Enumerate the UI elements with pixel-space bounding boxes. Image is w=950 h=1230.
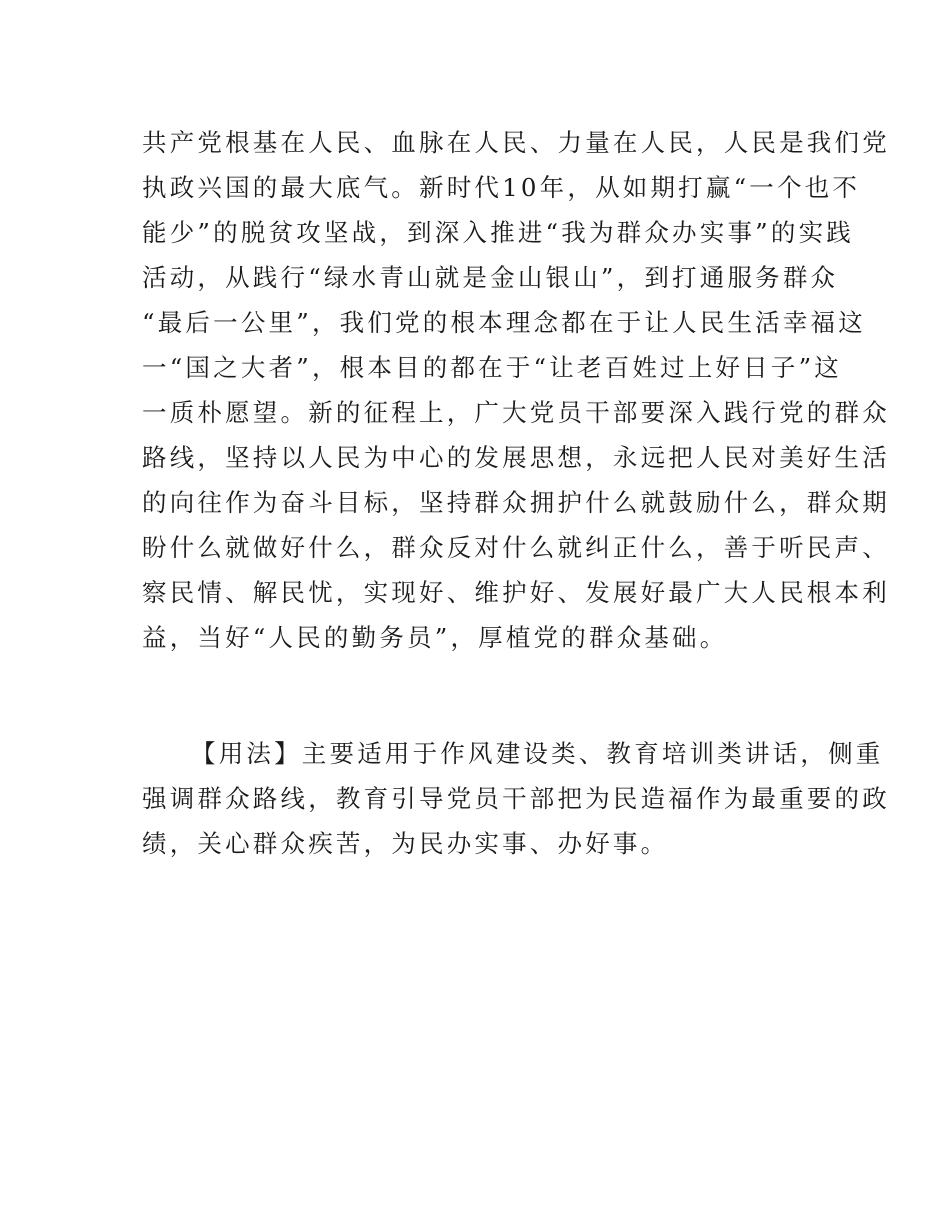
- paragraph-line: 一质朴愿望。新的征程上，广大党员干部要深入践行党的群众: [142, 398, 890, 427]
- paragraph-line: 能少”的脱贫攻坚战，到深入推进“我为群众办实事”的实践: [142, 218, 854, 247]
- body-paragraph: [142, 120, 890, 660]
- usage-paragraph: [142, 731, 890, 866]
- paragraph-line: 执政兴国的最大底气。新时代10年，从如期打赢“一个也不: [142, 173, 861, 202]
- paragraph-line: 察民情、解民忧，实现好、维护好、发展好最广大人民根本利: [142, 578, 890, 607]
- paragraph-line: 一“国之大者”，根本目的都在于“让老百姓过上好日子”这: [142, 353, 842, 382]
- paragraph-line: 的向往作为奋斗目标，坚持群众拥护什么就鼓励什么，群众期: [142, 488, 890, 517]
- paragraph-line: 盼什么就做好什么，群众反对什么就纠正什么，善于听民声、: [142, 533, 890, 562]
- paragraph-line: 共产党根基在人民、血脉在人民、力量在人民，人民是我们党: [142, 128, 890, 157]
- paragraph-line: 活动，从践行“绿水青山就是金山银山”，到打通服务群众: [142, 263, 839, 292]
- paragraph-line: 绩，关心群众疾苦，为民办实事、办好事。: [142, 829, 669, 858]
- paragraph-line: “最后一公里”，我们党的根本理念都在于让人民生活幸福这: [142, 308, 866, 337]
- paragraph-line: 益，当好“人民的勤务员”，厚植党的群众基础。: [142, 623, 728, 652]
- paragraph-line: 路线，坚持以人民为中心的发展思想，永远把人民对美好生活: [142, 443, 890, 472]
- paragraph-line: 强调群众路线，教育引导党员干部把为民造福作为最重要的政: [142, 784, 890, 813]
- paragraph-line: 【用法】主要适用于作风建设类、教育培训类讲话，侧重: [191, 739, 884, 768]
